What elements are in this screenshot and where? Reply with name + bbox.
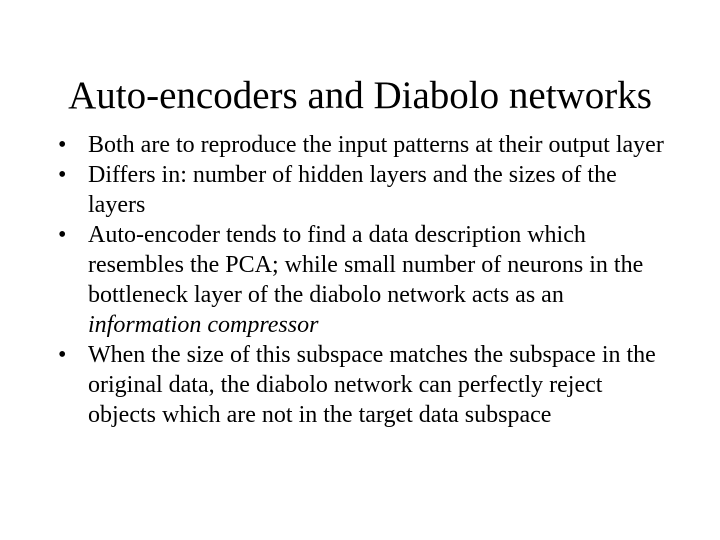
bullet-item — [58, 340, 668, 430]
bullet-text: Auto-encoder tends to find a data description which resembles the PCA; while small number of neurons in the bottleneck layer of the diabolo network acts as an — [88, 222, 644, 308]
bullet-text: Both are to reproduce the input patterns at their output layer — [88, 132, 664, 158]
bullet-icon: • — [58, 342, 67, 368]
slide-title: Auto-encoders and Diabolo networks — [68, 74, 652, 117]
bullet-text: Differs in: number of hidden layers and the sizes of the layers — [88, 162, 617, 218]
bullet-icon: • — [58, 162, 67, 188]
bullet-item — [58, 160, 668, 220]
bullet-item — [58, 130, 668, 160]
bullet-text: When the size of this subspace matches the subspace in the original data, the diabolo network can perfectly reject objects which are not in the target data subspace — [88, 342, 656, 428]
bullet-item — [58, 220, 668, 340]
bullet-icon: • — [58, 132, 67, 158]
emphasized-text: information compressor — [88, 312, 319, 338]
bullet-list — [58, 130, 668, 430]
bullet-icon: • — [58, 222, 67, 248]
